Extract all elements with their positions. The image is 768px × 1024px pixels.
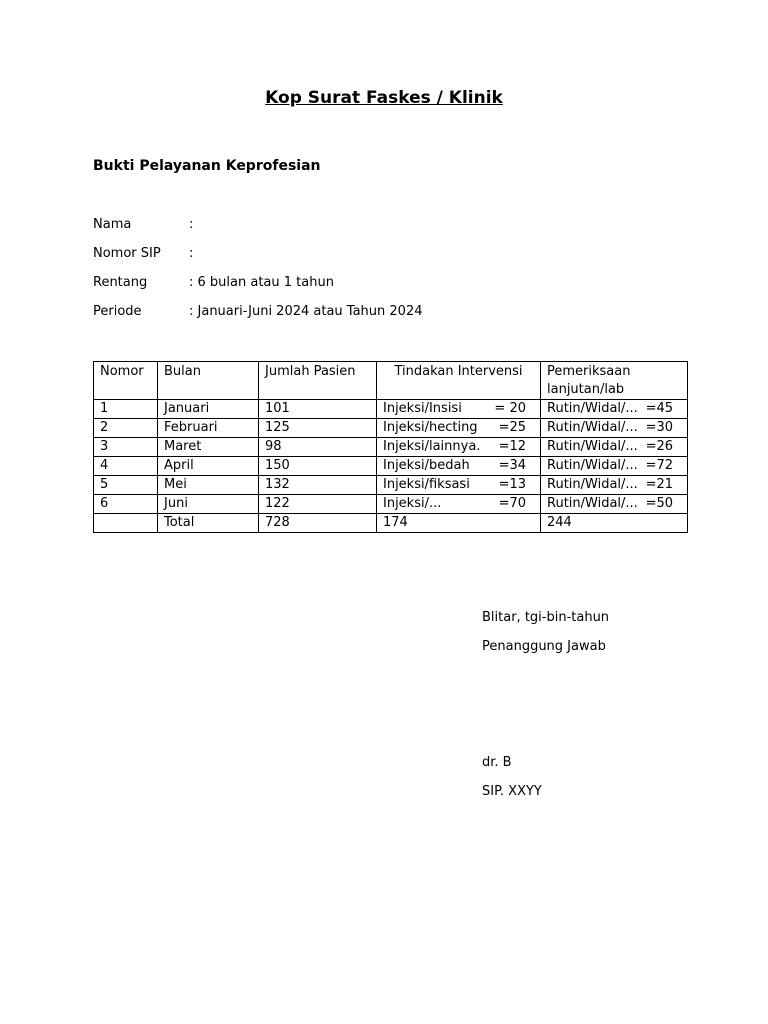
tindakan-value: =25	[498, 420, 526, 435]
cell-bulan: Juni	[158, 495, 259, 514]
cell-jumlah: 132	[259, 476, 377, 495]
tindakan-label: Injeksi/Insisi	[383, 401, 462, 416]
field-value-rentang: : 6 bulan atau 1 tahun	[189, 275, 334, 290]
field-label-rentang: Rentang	[93, 275, 148, 290]
cell-nomor: 4	[94, 457, 158, 476]
field-label-nomor-sip: Nomor SIP	[93, 246, 161, 261]
field-value-periode: : Januari-Juni 2024 atau Tahun 2024	[189, 304, 423, 319]
field-value-nama: :	[189, 217, 194, 232]
cell-jumlah: 125	[259, 419, 377, 438]
cell-tindakan	[377, 419, 541, 438]
header-bulan: Bulan	[158, 362, 259, 400]
cell-total-tindakan: 174	[377, 514, 541, 533]
signature-name: dr. B	[482, 755, 512, 770]
tindakan-label: Injeksi/...	[383, 496, 442, 511]
cell-nomor: 1	[94, 400, 158, 419]
cell-jumlah: 101	[259, 400, 377, 419]
cell-nomor: 3	[94, 438, 158, 457]
cell-tindakan	[377, 476, 541, 495]
pemeriksaan-value: =26	[645, 439, 673, 454]
document-subtitle: Bukti Pelayanan Keprofesian	[93, 158, 321, 174]
pemeriksaan-value: =50	[645, 496, 673, 511]
tindakan-value: = 20	[494, 401, 526, 416]
table-row	[94, 438, 688, 457]
cell-nomor: 5	[94, 476, 158, 495]
tindakan-value: =70	[498, 496, 526, 511]
pemeriksaan-label: Rutin/Widal/...	[547, 420, 638, 435]
pemeriksaan-value: =21	[645, 477, 673, 492]
field-label-nama: Nama	[93, 217, 132, 232]
tindakan-value: =34	[498, 458, 526, 473]
cell-tindakan	[377, 438, 541, 457]
service-table	[93, 361, 688, 533]
cell-total-pemeriksaan: 244	[541, 514, 688, 533]
pemeriksaan-label: Rutin/Widal/...	[547, 439, 638, 454]
header-tindakan-intervensi: Tindakan Intervensi	[377, 362, 541, 400]
signature-role: Penanggung Jawab	[482, 639, 606, 654]
cell-total-jumlah: 728	[259, 514, 377, 533]
cell-jumlah: 122	[259, 495, 377, 514]
cell-jumlah: 98	[259, 438, 377, 457]
cell-bulan: Februari	[158, 419, 259, 438]
header-pemeriksaan-line2: lanjutan/lab	[547, 382, 625, 397]
tindakan-label: Injeksi/bedah	[383, 458, 470, 473]
table-row	[94, 400, 688, 419]
header-pemeriksaan-line1: Pemeriksaan	[547, 364, 631, 379]
pemeriksaan-label: Rutin/Widal/...	[547, 458, 638, 473]
cell-pemeriksaan	[541, 419, 688, 438]
cell-bulan: Januari	[158, 400, 259, 419]
cell-pemeriksaan	[541, 457, 688, 476]
signature-place-date: Blitar, tgi-bin-tahun	[482, 610, 610, 625]
header-jumlah-pasien: Jumlah Pasien	[259, 362, 377, 400]
cell-bulan: Maret	[158, 438, 259, 457]
tindakan-label: Injeksi/hecting	[383, 420, 478, 435]
cell-nomor: 6	[94, 495, 158, 514]
cell-nomor-empty	[94, 514, 158, 533]
table-row	[94, 457, 688, 476]
cell-pemeriksaan	[541, 495, 688, 514]
table-total-row	[94, 514, 688, 533]
tindakan-label: Injeksi/lainnya.	[383, 439, 481, 454]
cell-tindakan	[377, 400, 541, 419]
header-pemeriksaan	[541, 362, 688, 400]
cell-bulan: April	[158, 457, 259, 476]
pemeriksaan-label: Rutin/Widal/...	[547, 496, 638, 511]
cell-total-label: Total	[158, 514, 259, 533]
cell-pemeriksaan	[541, 476, 688, 495]
cell-tindakan	[377, 495, 541, 514]
cell-nomor: 2	[94, 419, 158, 438]
cell-tindakan	[377, 457, 541, 476]
pemeriksaan-label: Rutin/Widal/...	[547, 401, 638, 416]
field-label-periode: Periode	[93, 304, 142, 319]
table-header-row	[94, 362, 688, 400]
cell-pemeriksaan	[541, 438, 688, 457]
cell-jumlah: 150	[259, 457, 377, 476]
pemeriksaan-label: Rutin/Widal/...	[547, 477, 638, 492]
header-nomor: Nomor	[94, 362, 158, 400]
pemeriksaan-value: =72	[645, 458, 673, 473]
table-row	[94, 419, 688, 438]
pemeriksaan-value: =30	[645, 420, 673, 435]
cell-pemeriksaan	[541, 400, 688, 419]
tindakan-value: =12	[498, 439, 526, 454]
tindakan-label: Injeksi/fiksasi	[383, 477, 470, 492]
pemeriksaan-value: =45	[645, 401, 673, 416]
table-row	[94, 495, 688, 514]
table-row	[94, 476, 688, 495]
tindakan-value: =13	[498, 477, 526, 492]
cell-bulan: Mei	[158, 476, 259, 495]
signature-sip: SIP. XXYY	[482, 784, 542, 799]
letterhead-title: Kop Surat Faskes / Klinik	[265, 88, 503, 108]
field-value-nomor-sip: :	[189, 246, 194, 261]
